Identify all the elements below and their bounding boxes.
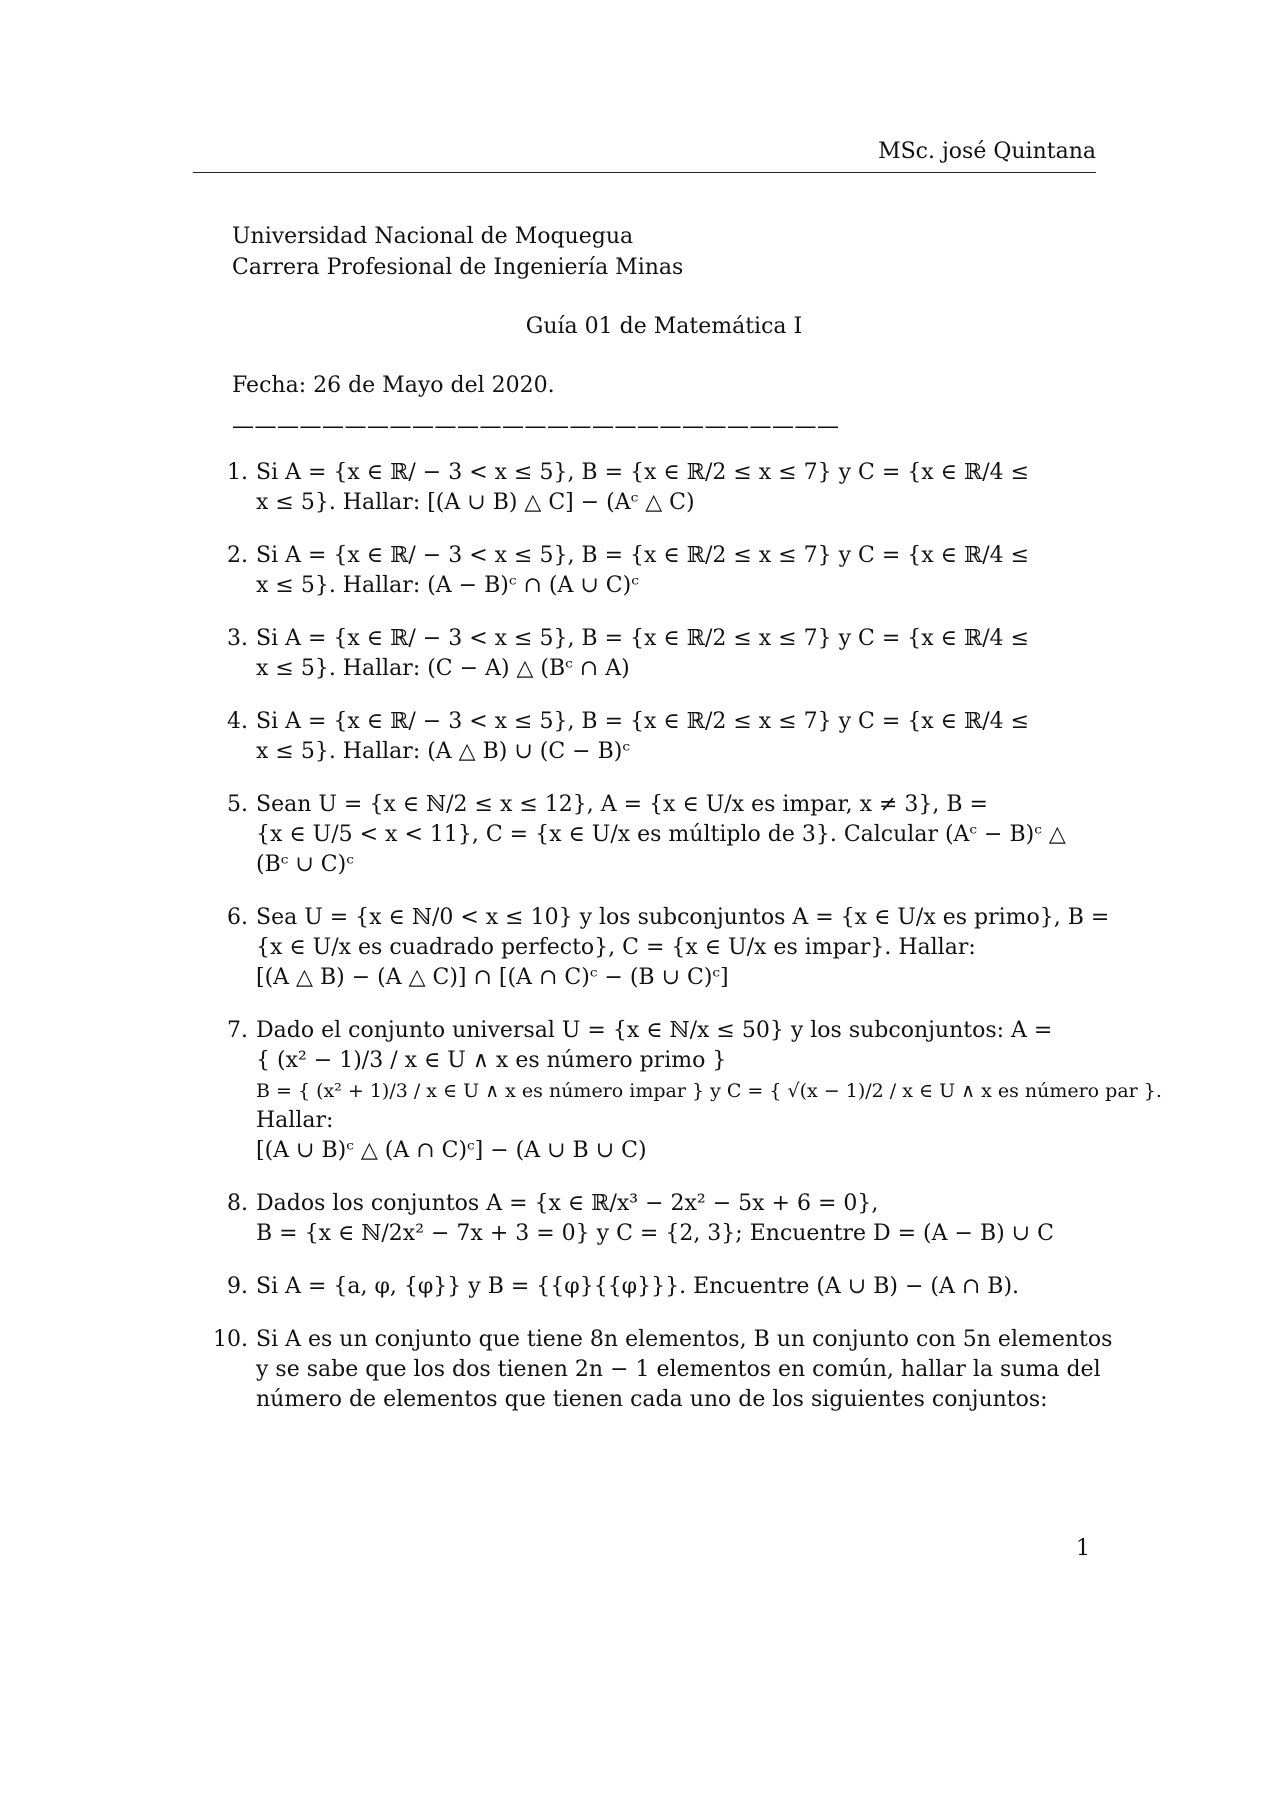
exercise-item xyxy=(200,1325,1113,1415)
exercise-number: 8. xyxy=(227,1191,248,1216)
exercise-item xyxy=(200,707,1096,767)
exercise-line: [(A ∪ B)ᶜ △ (A ∩ C)ᶜ] − (A ∪ B ∪ C) xyxy=(256,1138,647,1163)
exercise-line: B = {x ∈ ℕ/2x² − 7x + 3 = 0} y C = {2, 3}; Encuentre D = (A − B) ∪ C xyxy=(256,1221,1054,1246)
exercise-item xyxy=(200,458,1096,518)
exercise-line: Si A = {x ∈ ℝ/ − 3 < x ≤ 5}, B = {x ∈ ℝ/2 ≤ x ≤ 7} y C = {x ∈ ℝ/4 ≤ xyxy=(256,543,1030,568)
exercise-item xyxy=(200,903,1110,993)
exercise-line: Dado el conjunto universal U = {x ∈ ℕ/x ≤ 50} y los subconjuntos: A = xyxy=(256,1018,1053,1043)
exercise-list xyxy=(200,458,1162,1438)
program-name: Carrera Profesional de Ingeniería Minas xyxy=(232,255,684,280)
exercise-number: 5. xyxy=(227,792,248,817)
exercise-number: 2. xyxy=(227,543,248,568)
exercise-line: x ≤ 5}. Hallar: [(A ∪ B) △ C] − (Aᶜ △ C) xyxy=(256,490,695,515)
institution-block xyxy=(232,221,683,283)
page-number: 1 xyxy=(1076,1536,1090,1561)
guide-title: Guía 01 de Matemática I xyxy=(525,314,803,339)
exercise-line: Sean U = {x ∈ ℕ/2 ≤ x ≤ 12}, A = {x ∈ U/x es impar, x ≠ 3}, B = xyxy=(256,792,988,817)
exercise-number: 4. xyxy=(227,709,248,734)
university-name: Universidad Nacional de Moquegua xyxy=(232,224,634,249)
exercise-item xyxy=(200,624,1096,684)
exercise-number: 1. xyxy=(227,460,248,485)
exercise-line: Si A = {a, φ, {φ}} y B = {{φ}{{φ}}}. Encuentre (A ∪ B) − (A ∩ B). xyxy=(256,1274,1020,1299)
exercise-line: {x ∈ U/x es cuadrado perfecto}, C = {x ∈ U/x es impar}. Hallar: xyxy=(256,935,976,960)
exercise-number: 6. xyxy=(227,905,248,930)
exercise-line: (Bᶜ ∪ C)ᶜ xyxy=(256,852,354,877)
exercise-line: Dados los conjuntos A = {x ∈ ℝ/x³ − 2x² − 5x + 6 = 0}, xyxy=(256,1191,879,1216)
exercise-number: 10. xyxy=(213,1327,248,1352)
exercise-line: número de elementos que tienen cada uno de los siguientes conjuntos: xyxy=(256,1387,1048,1412)
exercise-line: {x ∈ U/5 < x < 11}, C = {x ∈ U/x es múltiplo de 3}. Calcular (Aᶜ − B)ᶜ △ xyxy=(256,822,1066,847)
exercise-item xyxy=(200,1272,1096,1302)
exercise-number: 9. xyxy=(227,1274,248,1299)
exercise-item xyxy=(200,541,1096,601)
exercise-item xyxy=(200,1189,1096,1249)
exercise-line: Si A es un conjunto que tiene 8n elementos, B un conjunto con 5n elementos xyxy=(256,1327,1113,1352)
exercise-line: { (x² − 1)/3 / x ∈ U ∧ x es número primo } xyxy=(256,1048,727,1073)
exercise-line: Hallar: xyxy=(256,1108,334,1133)
exercise-line: y se sabe que los dos tienen 2n − 1 elementos en común, hallar la suma del xyxy=(256,1357,1101,1382)
exercise-line: Sea U = {x ∈ ℕ/0 < x ≤ 10} y los subconjuntos A = {x ∈ U/x es primo}, B = xyxy=(256,905,1110,930)
exercise-item xyxy=(200,790,1096,880)
exercise-line: x ≤ 5}. Hallar: (A − B)ᶜ ∩ (A ∪ C)ᶜ xyxy=(256,573,639,598)
exercise-line: B = { (x² + 1)/3 / x ∈ U ∧ x es número impar } y C = { √(x − 1)/2 / x ∈ U ∧ x es número par }. xyxy=(256,1080,1162,1102)
exercise-number: 3. xyxy=(227,626,248,651)
exercise-line: Si A = {x ∈ ℝ/ − 3 < x ≤ 5}, B = {x ∈ ℝ/2 ≤ x ≤ 7} y C = {x ∈ ℝ/4 ≤ xyxy=(256,460,1030,485)
exercise-line: x ≤ 5}. Hallar: (A △ B) ∪ (C − B)ᶜ xyxy=(256,739,630,764)
exercise-number: 7. xyxy=(227,1018,248,1043)
exercise-item xyxy=(200,1016,1162,1166)
exercise-line: Si A = {x ∈ ℝ/ − 3 < x ≤ 5}, B = {x ∈ ℝ/2 ≤ x ≤ 7} y C = {x ∈ ℝ/4 ≤ xyxy=(256,709,1030,734)
header-author: MSc. josé Quintana xyxy=(878,139,1096,164)
date-line: Fecha: 26 de Mayo del 2020. xyxy=(232,373,555,398)
exercise-line: x ≤ 5}. Hallar: (C − A) △ (Bᶜ ∩ A) xyxy=(256,656,630,681)
exercise-line: Si A = {x ∈ ℝ/ − 3 < x ≤ 5}, B = {x ∈ ℝ/2 ≤ x ≤ 7} y C = {x ∈ ℝ/4 ≤ xyxy=(256,626,1030,651)
exercise-line: [(A △ B) − (A △ C)] ∩ [(A ∩ C)ᶜ − (B ∪ C)ᶜ] xyxy=(256,965,729,990)
page-header xyxy=(193,138,1096,173)
separator-line: ——————————————————————————— xyxy=(232,414,840,439)
